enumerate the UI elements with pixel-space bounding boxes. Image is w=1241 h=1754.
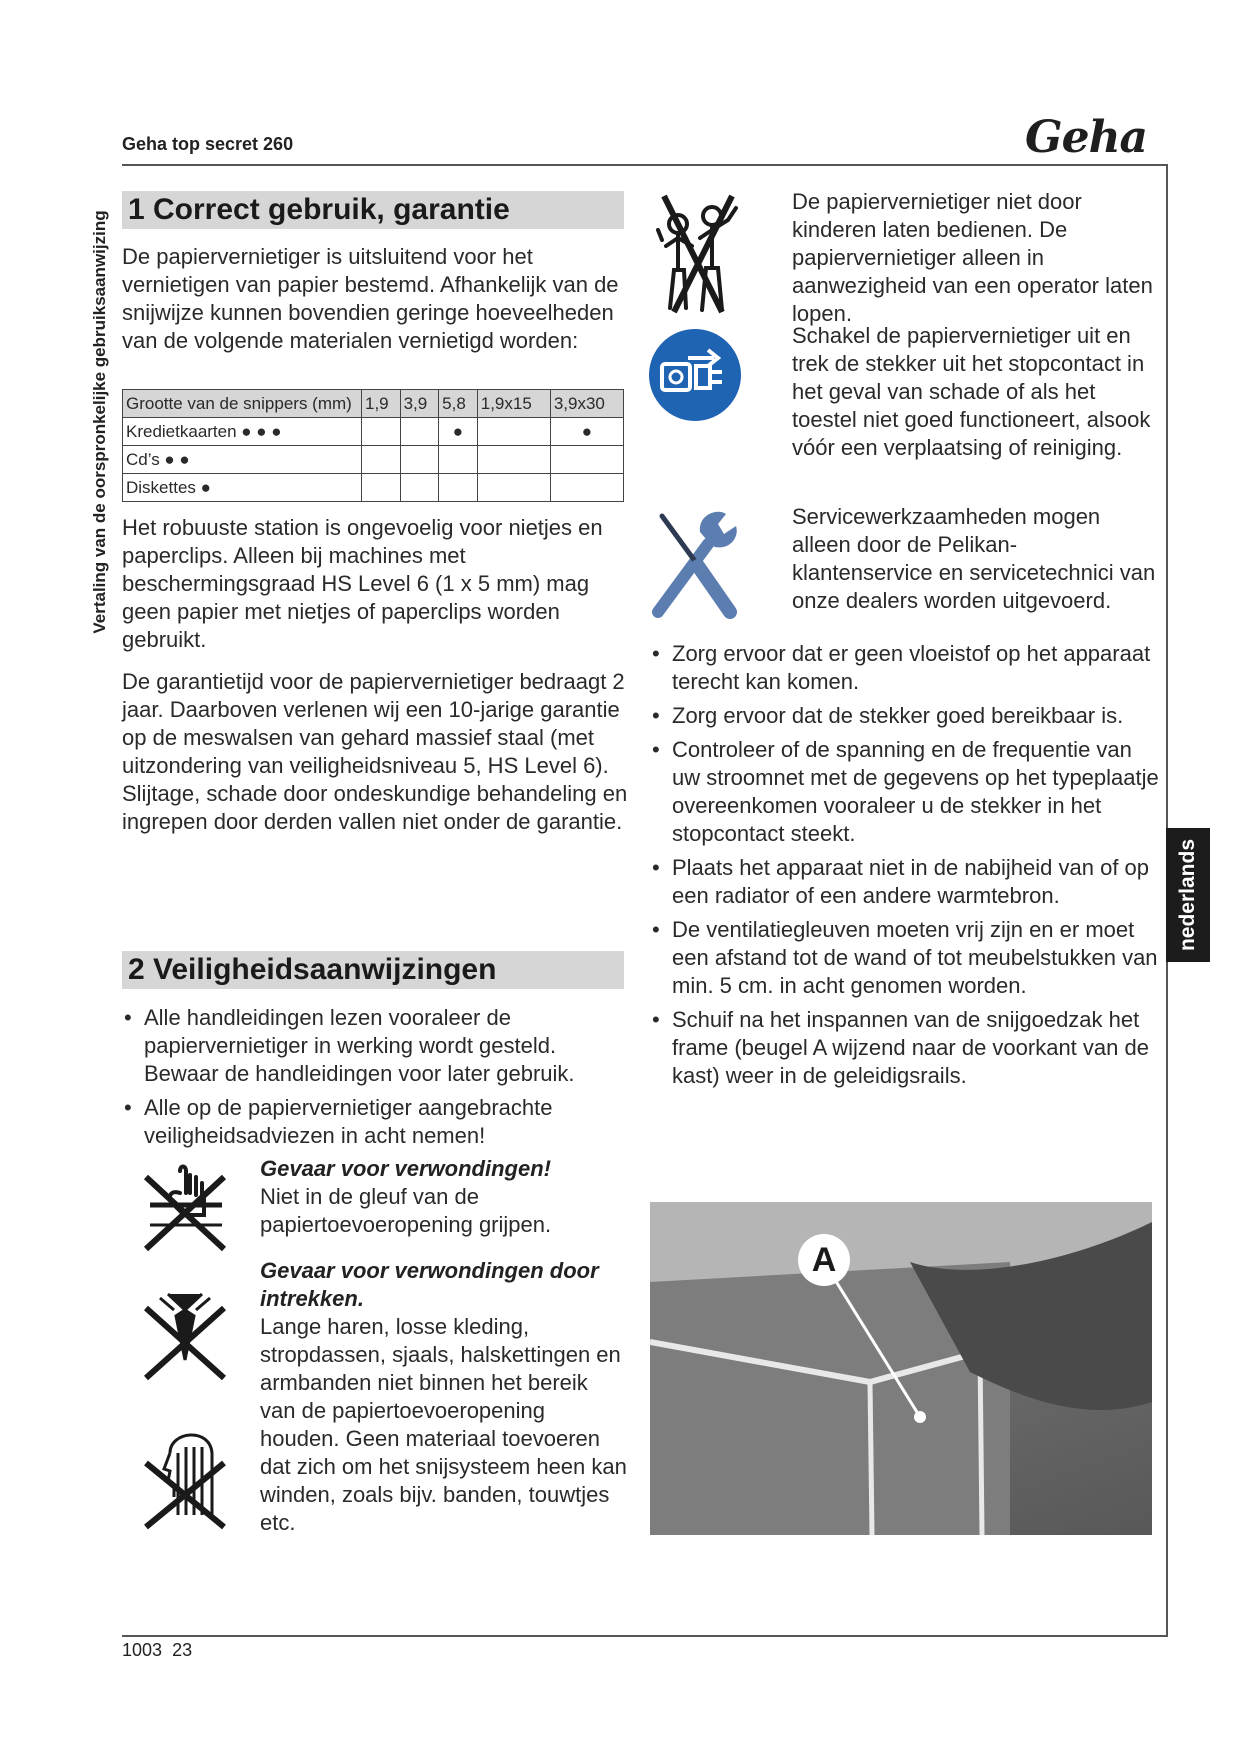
list-item: • Zorg ervoor dat de stekker goed bereikbaar is. (650, 702, 1165, 730)
table-header-cell: 1,9 (362, 390, 401, 418)
list-item: • Plaats het apparaat niet in de nabijheid van of op een radiator of een andere warmtebron. (650, 854, 1165, 910)
table-header-cell: 1,9x15 (477, 390, 550, 418)
language-tab (1166, 828, 1210, 962)
list-item: • Zorg ervoor dat er geen vloeistof op het apparaat terecht kan komen. (650, 640, 1165, 696)
table-cell (477, 474, 550, 502)
table-cell (550, 446, 623, 474)
side-caption: Vertaling van de oorspronkelijke gebruiksaanwijzing (90, 210, 109, 634)
table-row-label: Cd’s ● ● (123, 446, 362, 474)
table-row (123, 474, 624, 502)
table-cell (362, 446, 401, 474)
table-row (123, 418, 624, 446)
table-cell (439, 474, 478, 502)
list-item: • Schuif na het inspannen van de snijgoedzak het frame (beugel A wijzend naar de voorkant van de kast) weer in de geleidigsrails. (650, 1006, 1165, 1090)
list-item: • De ventilatiegleuven moeten vrij zijn en er moet een afstand tot de wand of tot meubelstukken van min. 5 cm. in acht genomen worden. (650, 916, 1165, 1000)
section1-heading: 1 Correct gebruik, garantie (122, 191, 624, 229)
list-item: • Alle handleidingen lezen vooraleer de papiervernietiger in werking wordt gesteld. Bewaar de handleidingen voor later gebruik. (122, 1004, 632, 1088)
warning1-text: Niet in de gleuf van de papiertoevoeropening grijpen. (260, 1184, 552, 1237)
table-cell: ● (550, 418, 623, 446)
table-header-cell: 3,9 (400, 390, 439, 418)
snippet-size-table (122, 389, 624, 502)
children-warning-text: De papiervernietiger niet door kinderen laten bedienen. De papiervernietiger alleen in aanwezigheid van een operator laten lopen. (792, 189, 1153, 326)
footer-rule (122, 1635, 1168, 1637)
photo-illustration (650, 1202, 1152, 1535)
table-header-cell: 5,8 (439, 390, 478, 418)
service-tools-icon (648, 508, 744, 622)
page-footer (122, 1640, 192, 1661)
unplug-text: Schakel de papiervernietiger uit en trek de stekker uit het stopcontact in het geval van schade of als het toestel niet goed functioneert, alsook vóór een verplaatsing of reiniging. (792, 323, 1151, 460)
table-header-row (123, 390, 624, 418)
list-item: • Controleer of de spanning en de frequentie van uw stroomnet met de gegevens op het typeplaatje overeenkomen vooraleer u de stekker in het stopcontact steekt. (650, 736, 1165, 848)
shredder-frame-photo (650, 1202, 1152, 1535)
page-number: 23 (172, 1640, 193, 1660)
hand-in-slot-warning-icon (140, 1163, 230, 1255)
header-rule (122, 164, 1168, 166)
service-text: Servicewerkzaamheden mogen alleen door de Pelikan-klantenservice en servicetechnici van onze dealers worden uitgevoerd. (792, 504, 1156, 613)
table-cell (439, 446, 478, 474)
warning1-title: Gevaar voor verwondingen! (260, 1156, 551, 1181)
list-item: • Alle op de papiervernietiger aangebrachte veiligheidsadviezen in acht nemen! (122, 1094, 632, 1150)
table-row-label: Diskettes ● (123, 474, 362, 502)
safety-bullet-list (122, 1004, 632, 1156)
table-header-cell: Grootte van de snippers (mm) (123, 390, 362, 418)
model-name: Geha top secret 260 (122, 134, 294, 154)
right-bullet-list (650, 640, 1165, 1096)
table-header-cell: 3,9x30 (550, 390, 623, 418)
table-cell (477, 446, 550, 474)
warning2-title: Gevaar voor verwondingen door intrekken. (260, 1258, 599, 1311)
unplug-icon (648, 328, 742, 422)
table-row (123, 446, 624, 474)
robust-paragraph: Het robuuste station is ongevoelig voor nietjes en paperclips. Alleen bij machines met beschermingsgraad HS Level 6 (1 x 5 mm) mag geen papier met nietjes of paperclips worden gebruikt. (122, 515, 603, 652)
long-hair-warning-icon (140, 1423, 230, 1531)
photo-callout-label: A (798, 1234, 850, 1286)
necktie-warning-icon (140, 1290, 230, 1386)
document-code: 1003 (122, 1640, 163, 1660)
warranty-paragraph: De garantietijd voor de papiervernietiger bedraagt 2 jaar. Daarboven verlenen wij een 10-jarige garantie op de meswalsen van gehard massief staal (met uitzondering van veiligheidsniveau 5, HS Level 6). Slijtage, schade door ondeskundige behandeling en ingrepen door derden vallen niet onder de garantie. (122, 669, 628, 834)
table-row-label: Kredietkaarten ● ● ● (123, 418, 362, 446)
table-cell (400, 474, 439, 502)
section2-heading: 2 Veiligheidsaanwijzingen (122, 951, 624, 989)
table-cell (477, 418, 550, 446)
brand-logo: Geha (1025, 112, 1148, 163)
language-tab-label: nederlands (1176, 838, 1199, 952)
table-cell (400, 446, 439, 474)
table-cell (362, 418, 401, 446)
no-children-icon (652, 190, 744, 318)
section1-intro: De papiervernietiger is uitsluitend voor het vernietigen van papier bestemd. Afhankelijk van de snijwijze kunnen bovendien geringe hoeveelheden van de volgende materialen vernietigd worden: (122, 244, 619, 353)
table-cell (400, 418, 439, 446)
table-cell (362, 474, 401, 502)
warning2-text: Lange haren, losse kleding, stropdassen, sjaals, halskettingen en armbanden niet binnen het bereik van de papiertoevoeropening houden. Geen materiaal toevoeren dat zich om het snijsysteem heen kan winden, zoals bijv. banden, touwtjes etc. (260, 1314, 627, 1535)
table-cell (550, 474, 623, 502)
table-cell: ● (439, 418, 478, 446)
